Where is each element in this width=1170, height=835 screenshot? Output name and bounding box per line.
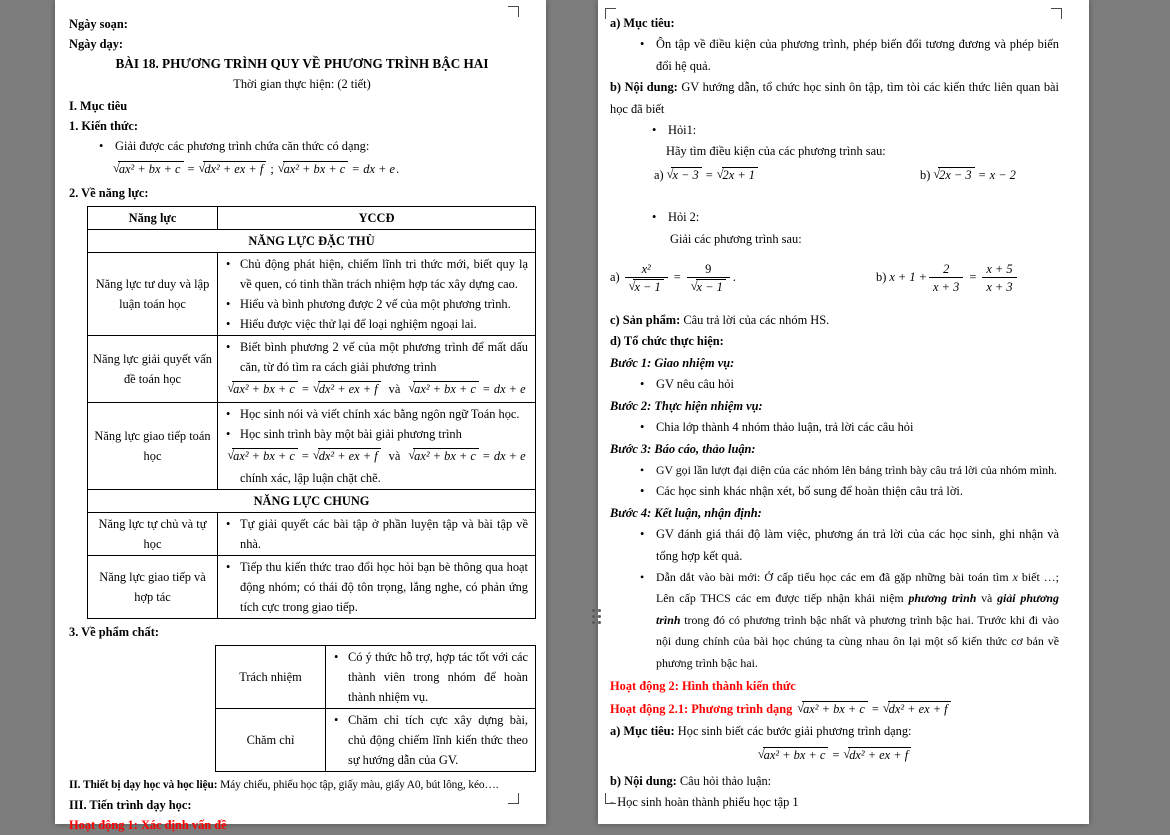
radical-sign: √ bbox=[408, 381, 416, 395]
section-2-heading: 2. Về năng lực: bbox=[69, 186, 149, 200]
hs-phieu-line: - Học sinh hoàn thành phiếu học tập 1 bbox=[610, 795, 799, 809]
sqrt-expression: √x − 1 bbox=[691, 279, 726, 296]
row-label-trach-nhiem: Trách nhiệm bbox=[216, 646, 326, 709]
radical-sign: √ bbox=[882, 701, 890, 716]
a-muc-tieu-heading: a) Mục tiêu: bbox=[610, 16, 675, 30]
table-row bbox=[88, 490, 536, 513]
table-row bbox=[216, 646, 536, 709]
nang-luc-table bbox=[87, 206, 536, 619]
fraction: $\frac{x + 5}{x + 3}$ bbox=[982, 261, 1016, 295]
lesson-duration: Thời gian thực hiện: (2 tiết) bbox=[233, 77, 371, 91]
hoat-dong-1-heading: Hoạt động 1: Xác định vấn đề bbox=[69, 818, 227, 832]
radical-sign: √ bbox=[757, 747, 765, 762]
table-row bbox=[216, 709, 536, 772]
chung-header: NĂNG LỰC CHUNG bbox=[88, 490, 536, 513]
buoc-4-heading: Bước 4: Kết luận, nhận định: bbox=[610, 505, 762, 520]
radical-sign: √ bbox=[797, 701, 805, 716]
fraction: $\frac{\text{x²}}{√x - 1}$ bbox=[625, 261, 668, 296]
row-label-cham-chi: Chăm chỉ bbox=[216, 709, 326, 772]
fraction: $\frac{9}{√x - 1}$ bbox=[687, 261, 730, 296]
hd21-formula: √ax² + bx + c = √dx² + ex + f bbox=[792, 702, 950, 716]
radical-sign: √ bbox=[227, 448, 235, 462]
hoi1-equations bbox=[654, 165, 1059, 186]
hoi1-prompt: Hãy tìm điều kiện của các phương trình sau: bbox=[666, 144, 886, 159]
hoi2-equations bbox=[610, 255, 1059, 301]
section-1-heading: 1. Kiến thức: bbox=[69, 119, 139, 133]
pham-chat-table bbox=[215, 645, 536, 772]
sqrt-expression: √dx² + ex + f bbox=[843, 745, 911, 766]
lesson-title: BÀI 18. PHƯƠNG TRÌNH QUY VỀ PHƯƠNG TRÌNH BẬC HAI bbox=[115, 56, 489, 71]
margin-crop-mark bbox=[605, 793, 616, 804]
sqrt-expression: √dx² + ex + f bbox=[313, 446, 381, 466]
kien-thuc-item: • Giải được các phương trình chứa căn thức có dạng: bbox=[69, 136, 535, 156]
row-label-giao-tiep: Năng lực giao tiếp toán học bbox=[88, 403, 218, 490]
table-row bbox=[88, 253, 536, 336]
equation-1b: b) √2x − 3 = x − 2 bbox=[920, 165, 1016, 186]
on-tap-item: • Ôn tập về điều kiện của phương trình, phép biến đổi tương đương và phép biến đổi hệ quả. bbox=[610, 34, 1059, 77]
radical-sign: √ bbox=[277, 161, 285, 175]
drag-handle-icon[interactable] bbox=[592, 609, 601, 624]
section-iii-heading: III. Tiến trình dạy học: bbox=[69, 798, 192, 812]
cell-cham-chi: • Chăm chỉ tích cực xây dựng bài, chủ động chiếm lĩnh kiến thức theo sự hướng dẫn của GV. bbox=[326, 709, 536, 772]
sqrt-expression: √dx² + ex + f bbox=[883, 699, 951, 720]
buoc-1-item: • GV nêu câu hỏi bbox=[610, 374, 1059, 395]
table-row bbox=[88, 336, 536, 403]
margin-crop-mark bbox=[508, 793, 519, 804]
hoat-dong-2-heading: Hoạt động 2: Hình thành kiến thức bbox=[610, 678, 796, 693]
radical-sign: √ bbox=[198, 161, 206, 175]
radical-sign: √ bbox=[690, 278, 698, 293]
margin-crop-mark bbox=[508, 6, 519, 17]
muc-tieu-formula: √ax² + bx + c = √dx² + ex + f bbox=[610, 745, 1059, 766]
table-row bbox=[88, 513, 536, 556]
radical-sign: √ bbox=[716, 166, 724, 181]
hoi2-prompt: Giải các phương trình sau: bbox=[670, 231, 802, 246]
sqrt-expression: √ax² + bx + c bbox=[408, 379, 479, 399]
cell-trach-nhiem: • Có ý thức hỗ trợ, hợp tác tốt với các thành viên trong nhóm để hoàn thành nhiệm vụ. bbox=[326, 646, 536, 709]
buoc-1-heading: Bước 1: Giao nhiệm vụ: bbox=[610, 355, 735, 370]
equation-2b: b) x + 1 + $\frac{2}{x + 3}$ = $\frac{x + 5}{x + 3}$ bbox=[876, 261, 1019, 295]
row-label-tu-duy: Năng lực tư duy và lập luận toán học bbox=[88, 253, 218, 336]
radical-sign: √ bbox=[628, 278, 636, 293]
radical-sign: √ bbox=[843, 747, 851, 762]
cell-tu-duy: • Chủ động phát hiện, chiếm lĩnh tri thức mới, biết quy lạ về quen, có tinh thần trách nhiệm hợp tác xây dựng cao. • Hiểu và bình phương được 2 vế của một phương trình. • Hiểu được việc thử lại để loại nghiệm ngoại lai. bbox=[218, 253, 536, 336]
radical-sign: √ bbox=[408, 448, 416, 462]
c-san-pham-line: c) Sản phẩm: Câu trả lời của các nhóm HS. bbox=[610, 313, 830, 328]
sqrt-expression: √ax² + bx + c bbox=[227, 379, 298, 399]
sqrt-expression: √2x − 3 bbox=[933, 165, 974, 186]
sqrt-expression: √ax² + bx + c bbox=[227, 446, 298, 466]
sqrt-expression: √ax² + bx + c bbox=[758, 745, 829, 766]
sqrt-expression: √ax² + bx + c bbox=[408, 446, 479, 466]
sqrt-expression: √ax² + bx + c bbox=[113, 159, 184, 179]
table-row bbox=[88, 556, 536, 619]
d-to-chuc-heading: d) Tổ chức thực hiện: bbox=[610, 334, 724, 349]
hoi2-item: • Hỏi 2: bbox=[610, 207, 1059, 228]
margin-crop-mark bbox=[1051, 8, 1062, 19]
sqrt-expression: √2x + 1 bbox=[717, 165, 758, 186]
ngay-day-label: Ngày dạy: bbox=[69, 37, 124, 51]
giai-quyet-formula: √ax² + bx + c = √dx² + ex + f và √ax² + bx + c = dx + e bbox=[225, 379, 528, 399]
a2-muc-tieu-line: a) Mục tiêu: Học sinh biết các bước giải phương trình dạng: bbox=[610, 723, 912, 738]
buoc-3-item-1: • GV gọi lần lượt đại diện của các nhóm lên bảng trình bày câu trả lời của nhóm mình. bbox=[610, 460, 1059, 481]
radical-sign: √ bbox=[312, 448, 320, 462]
b-noi-dung-line: b) Nội dung: GV hướng dẫn, tổ chức học sinh ôn tập, tìm tòi các kiến thức liên quan bài học đã biết bbox=[610, 80, 1059, 116]
sqrt-expression: √ax² + bx + c bbox=[278, 159, 349, 179]
b2-noi-dung-line: b) Nội dung: Câu hỏi thảo luận: bbox=[610, 773, 772, 788]
radical-sign: √ bbox=[312, 381, 320, 395]
row-label-hop-tac: Năng lực giao tiếp và hợp tác bbox=[88, 556, 218, 619]
row-label-giai-quyet: Năng lực giải quyết vấn đề toán học bbox=[88, 336, 218, 403]
table-row bbox=[88, 230, 536, 253]
table-row bbox=[88, 207, 536, 230]
page-1 bbox=[55, 0, 546, 832]
table-row bbox=[88, 403, 536, 490]
cell-giai-quyet: • Biết bình phương 2 vế của một phương trình để mất dấu căn, từ đó tìm ra cách giải phương trình √ax² + bx + c = √dx² + ex + f và √ax² + bx + c = dx + e bbox=[218, 336, 536, 403]
sqrt-expression: √dx² + ex + f bbox=[199, 159, 267, 179]
sqrt-expression: √x − 3 bbox=[667, 165, 702, 186]
thiet-bi-line: II. Thiết bị dạy học và học liệu: Máy chiếu, phiếu học tập, giấy màu, giấy A0, bút lông, kéo…. bbox=[69, 779, 499, 791]
dac-thu-header: NĂNG LỰC ĐẶC THÙ bbox=[88, 230, 536, 253]
page-2 bbox=[598, 0, 1089, 824]
margin-crop-mark bbox=[605, 8, 616, 19]
radical-sign: √ bbox=[666, 166, 674, 181]
can-thuc-formula: √ax² + bx + c = √dx² + ex + f ; √ax² + bx + c = dx + e. bbox=[69, 159, 535, 179]
fraction: $\frac{2}{x + 3}$ bbox=[929, 261, 963, 295]
buoc-2-item: • Chia lớp thành 4 nhóm thảo luận, trả lời các câu hỏi bbox=[610, 417, 1059, 438]
section-i-heading: I. Mục tiêu bbox=[69, 99, 128, 113]
col-header-yccd: YCCĐ bbox=[218, 207, 536, 230]
equation-2a: a) $\frac{\text{x²}}{√x - 1}$ = $\frac{9}{√x - 1}$ . bbox=[610, 261, 736, 294]
col-header-nang-luc: Năng lực bbox=[88, 207, 218, 230]
row-label-tu-chu: Năng lực tự chủ và tự học bbox=[88, 513, 218, 556]
cell-hop-tac: • Tiếp thu kiến thức trao đổi học hỏi bạn bè thông qua hoạt động nhóm; có thái độ tôn trọng, lắng nghe, có phản ứng tích cực trong giao tiếp. bbox=[218, 556, 536, 619]
hoat-dong-2-1-heading: Hoạt động 2.1: Phương trình dạng √ax² + bx + c = √dx² + ex + f bbox=[610, 699, 1059, 720]
hoi1-item: • Hỏi1: bbox=[610, 120, 1059, 141]
section-3-heading: 3. Về phẩm chất: bbox=[69, 625, 159, 639]
radical-sign: √ bbox=[227, 381, 235, 395]
buoc-4-item-1: • GV đánh giá thái độ làm việc, phương án trả lời của các học sinh, ghi nhận và tổng hợp kết quả. bbox=[610, 524, 1059, 567]
sqrt-expression: √ax² + bx + c bbox=[797, 699, 868, 720]
equation-1a: a) √x − 3 = √2x + 1 bbox=[654, 165, 920, 186]
radical-sign: √ bbox=[113, 161, 120, 175]
page-2-content[interactable] bbox=[598, 0, 1089, 813]
buoc-3-heading: Bước 3: Báo cáo, thảo luận: bbox=[610, 441, 756, 456]
sqrt-expression: √dx² + ex + f bbox=[313, 379, 381, 399]
radical-sign: √ bbox=[933, 166, 941, 181]
buoc-3-item-2: • Các học sinh khác nhận xét, bổ sung để hoàn thiện câu trả lời. bbox=[610, 481, 1059, 502]
cell-tu-chu: • Tự giải quyết các bài tập ở phần luyện tập và bài tập về nhà. bbox=[218, 513, 536, 556]
giao-tiep-formula: √ax² + bx + c = √dx² + ex + f và √ax² + bx + c = dx + e bbox=[225, 446, 528, 466]
buoc-4-item-2: • Dẫn dắt vào bài mới: Ở cấp tiểu học các em đã gặp những bài toán tìm x biết …; Lên cấp THCS các em được tiếp nhận khái niệm phương trình và giải phương trình trong đó có phương trình bậc nhất và phương trình bậc hai. Trước khi đi vào nội dung chính của bài học chúng ta cùng nhau ôn lại một số kiến thức cơ bản về phương trình bậc hai. bbox=[610, 567, 1059, 674]
buoc-2-heading: Bước 2: Thực hiện nhiệm vụ: bbox=[610, 398, 763, 413]
cell-giao-tiep: • Học sinh nói và viết chính xác bằng ngôn ngữ Toán học. • Học sinh trình bày một bài giải phương trình √ax² + bx + c = √dx² + ex + f và √ax² + bx + c = dx + e chính xác, lập luận chặt chẽ. bbox=[218, 403, 536, 490]
ngay-soan-label: Ngày soạn: bbox=[69, 17, 128, 31]
page-1-content[interactable] bbox=[55, 0, 546, 835]
sqrt-expression: √x − 1 bbox=[629, 279, 664, 296]
